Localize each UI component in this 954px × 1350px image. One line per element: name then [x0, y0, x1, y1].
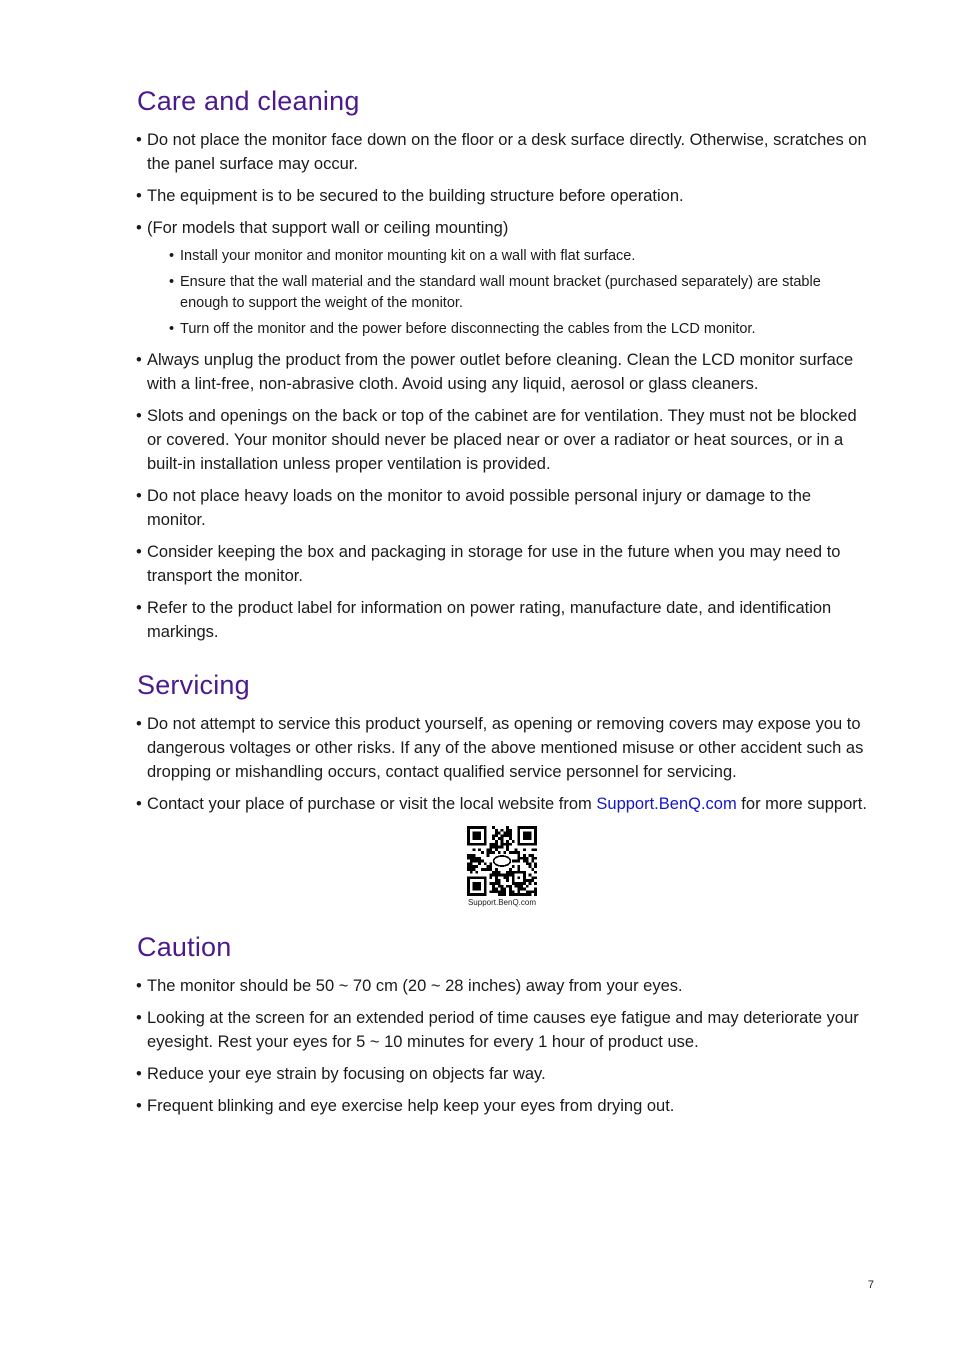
- list-item: • Frequent blinking and eye exercise help keep your eyes from drying out.: [137, 1094, 867, 1118]
- qr-code-icon[interactable]: [467, 826, 537, 896]
- support-text-before: Contact your place of purchase or visit the local website from: [147, 795, 597, 813]
- support-link[interactable]: Support.BenQ.com: [596, 795, 737, 813]
- list-item: • The equipment is to be secured to the building structure before operation.: [137, 184, 867, 208]
- list-item: • Looking at the screen for an extended period of time causes eye fatigue and may deteriorate your eyesight. Rest your eyes for 5 ~ 10 minutes for every 1 hour of product use.: [137, 1006, 867, 1054]
- wall-mounting-sublist: [169, 246, 867, 340]
- sub-list-item: • Install your monitor and monitor mounting kit on a wall with flat surface.: [169, 246, 867, 267]
- list-item: • Reduce your eye strain by focusing on objects far way.: [137, 1062, 867, 1086]
- list-item: • Consider keeping the box and packaging in storage for use in the future when you may need to transport the monitor.: [137, 540, 867, 588]
- list-item: • Refer to the product label for information on power rating, manufacture date, and identification markings.: [137, 596, 867, 644]
- sub-list-item: • Turn off the monitor and the power before disconnecting the cables from the LCD monitor.: [169, 319, 867, 340]
- caution-list: [137, 974, 867, 1118]
- care-list: [137, 128, 867, 644]
- page-number: 7: [867, 1279, 874, 1291]
- list-item: • Do not attempt to service this product yourself, as opening or removing covers may expose you to dangerous voltages or other risks. If any of the above mentioned misuse or other accident such as dropping or mishandling occurs, contact qualified service personnel for servicing.: [137, 712, 867, 784]
- list-item: • The monitor should be 50 ~ 70 cm (20 ~ 28 inches) away from your eyes.: [137, 974, 867, 998]
- servicing-list: [137, 712, 867, 816]
- caution-heading: Caution: [137, 932, 232, 962]
- care-and-cleaning-section: [137, 82, 867, 644]
- list-item-text: (For models that support wall or ceiling mounting): [147, 219, 509, 237]
- qr-block: [137, 826, 867, 908]
- list-item-support: [137, 792, 867, 816]
- list-item: • Do not place heavy loads on the monitor to avoid possible personal injury or damage to the monitor.: [137, 484, 867, 532]
- list-item-wall-mounting: [137, 216, 867, 340]
- servicing-section: [137, 666, 867, 908]
- sub-list-item: • Ensure that the wall material and the standard wall mount bracket (purchased separately) are stable enough to support the weight of the monitor.: [169, 272, 867, 314]
- care-and-cleaning-heading: Care and cleaning: [137, 86, 360, 116]
- caution-section: [137, 928, 867, 1118]
- list-item: • Slots and openings on the back or top of the cabinet are for ventilation. They must not be blocked or covered. Your monitor should never be placed near or over a radiator or heat sources, or in a built-in installation unless proper ventilation is provided.: [137, 404, 867, 476]
- list-item: • Do not place the monitor face down on the floor or a desk surface directly. Otherwise, scratches on the panel surface may occur.: [137, 128, 867, 176]
- list-item: • Always unplug the product from the power outlet before cleaning. Clean the LCD monitor surface with a lint-free, non-abrasive cloth. Avoid using any liquid, aerosol or glass cleaners.: [137, 348, 867, 396]
- document-page: [137, 82, 867, 1126]
- servicing-heading: Servicing: [137, 670, 250, 700]
- qr-caption: Support.BenQ.com: [467, 898, 537, 907]
- support-text-after: for more support.: [736, 795, 867, 813]
